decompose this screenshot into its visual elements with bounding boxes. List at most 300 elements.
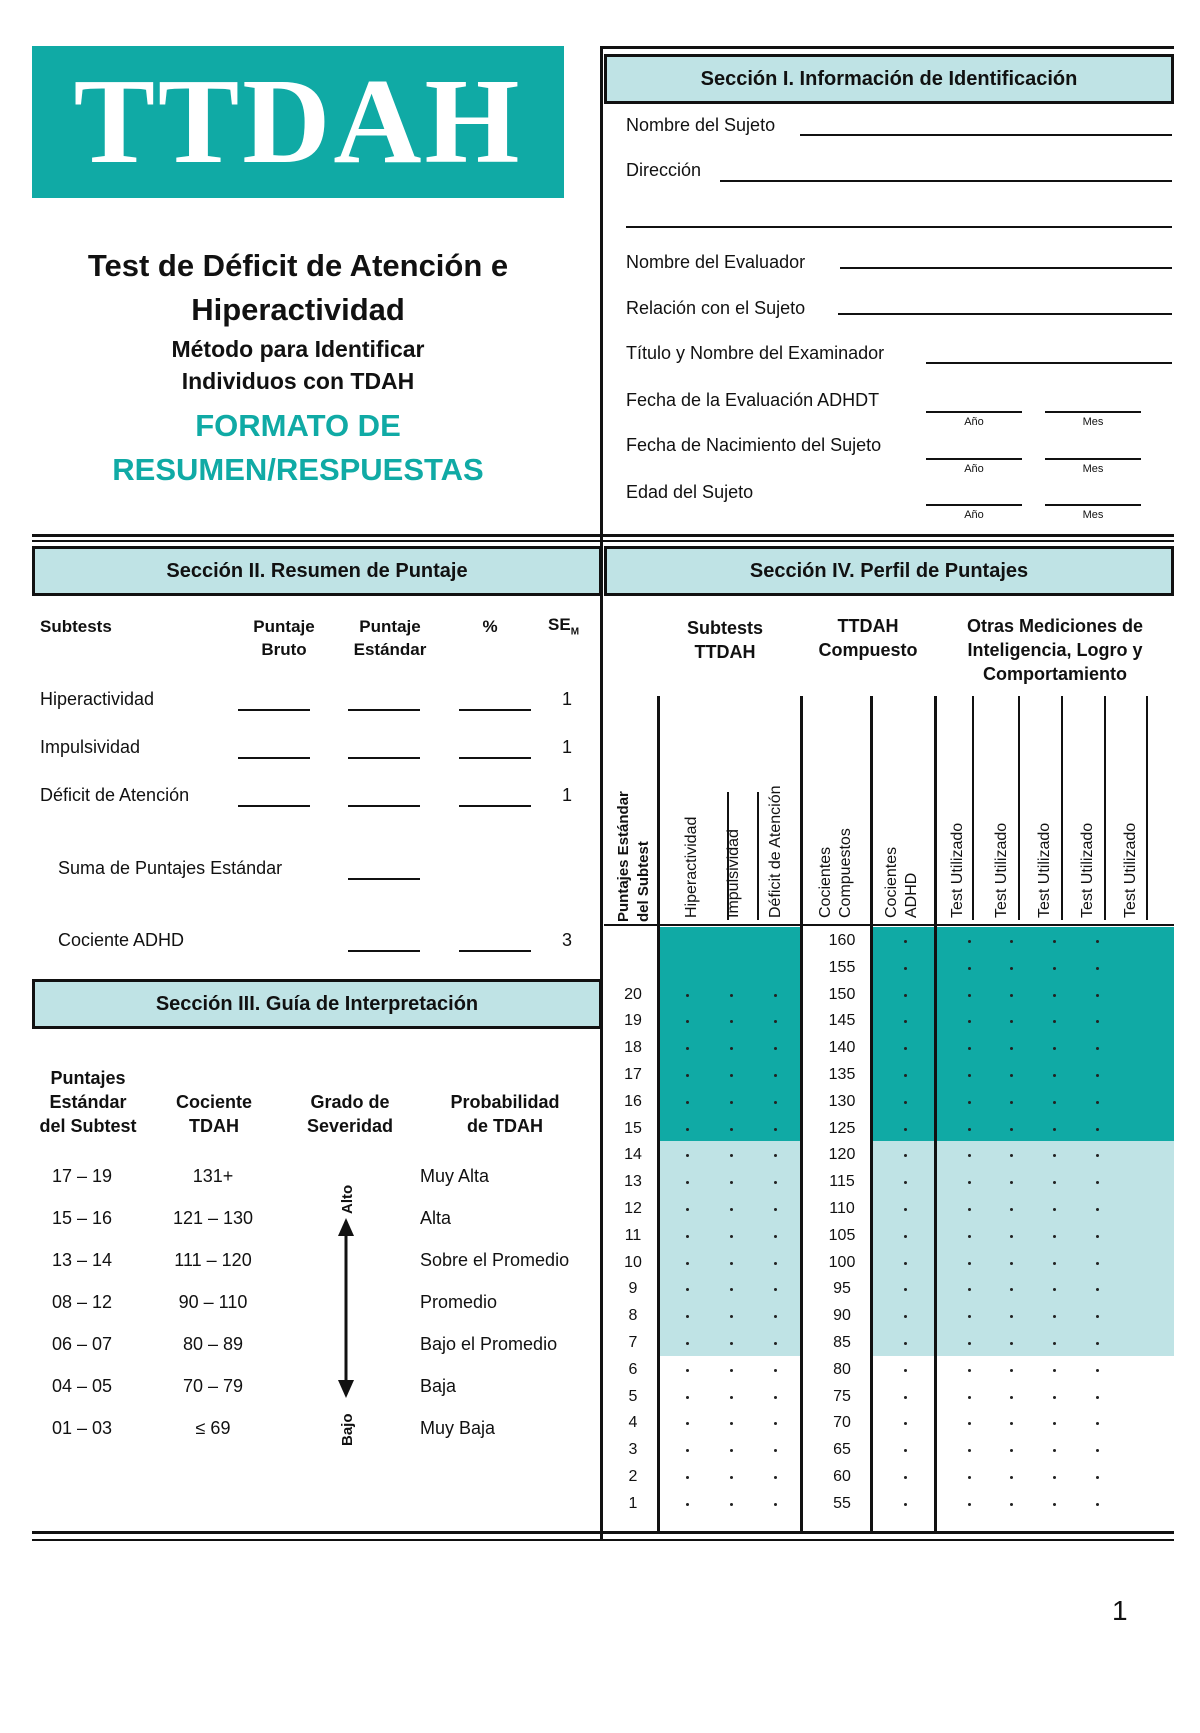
score-mark-dot[interactable] (904, 1476, 907, 1479)
section-1-heading: Sección I. Información de Identificación (604, 54, 1174, 104)
s3-row-probability: Alta (420, 1208, 452, 1228)
s3-row-probability: Muy Alta (420, 1166, 490, 1186)
s2-row-pct-line[interactable] (459, 757, 531, 759)
score-mark-dot[interactable] (730, 1128, 733, 1131)
field-address-line[interactable] (720, 180, 1172, 182)
score-mark-dot[interactable] (1096, 1128, 1099, 1131)
s4-row-std: 20 (624, 985, 642, 1003)
score-mark-dot[interactable] (686, 1449, 689, 1452)
eval-date-month-line[interactable] (1045, 411, 1141, 413)
s4-vhead-composite-2: Compuestos (837, 828, 854, 918)
field-subject-name-line[interactable] (800, 134, 1172, 136)
score-mark-dot[interactable] (968, 1396, 971, 1399)
score-mark-dot[interactable] (686, 1503, 689, 1506)
field-eval-date-label: Fecha de la Evaluación ADHDT (626, 390, 880, 410)
s2-row-raw-line[interactable] (238, 805, 310, 807)
s3-col-probability-2: de TDAH (467, 1116, 543, 1136)
score-mark-dot[interactable] (686, 1422, 689, 1425)
section-2-heading: Sección II. Resumen de Puntaje (32, 546, 602, 596)
s3-col-severity (290, 1090, 410, 1138)
s3-row-probability: Sobre el Promedio (420, 1250, 570, 1270)
s4-sep-subtests (800, 696, 803, 1533)
s4-row-quotient: 150 (828, 985, 856, 1003)
score-mark-dot[interactable] (968, 967, 971, 970)
score-mark-dot[interactable] (1096, 1235, 1099, 1238)
score-mark-dot[interactable] (904, 1235, 907, 1238)
s4-vhead-adhd (882, 847, 922, 918)
score-mark-dot[interactable] (730, 1101, 733, 1104)
field-evaluator-label: Nombre del Evaluador (626, 252, 806, 272)
score-mark-dot[interactable] (904, 1342, 907, 1345)
s3-col-quotient-2: TDAH (189, 1116, 239, 1136)
s4-col-composite (798, 614, 938, 662)
s2-row-raw-line[interactable] (238, 757, 310, 759)
score-mark-dot[interactable] (1010, 1503, 1013, 1506)
form-title-line-2: RESUMEN/RESPUESTAS (112, 452, 484, 487)
score-mark-dot[interactable] (774, 1476, 777, 1479)
score-mark-dot[interactable] (1096, 1208, 1099, 1211)
score-mark-dot[interactable] (904, 1074, 907, 1077)
score-mark-dot[interactable] (730, 1074, 733, 1077)
score-mark-dot[interactable] (686, 1476, 689, 1479)
s2-sum-line[interactable] (348, 878, 420, 880)
s4-grid-top-rule (604, 924, 1174, 926)
s4-row-std: 18 (624, 1039, 642, 1057)
score-mark-dot[interactable] (904, 1369, 907, 1372)
s4-tick-test-4 (1104, 696, 1106, 920)
s4-row-quotient: 80 (833, 1360, 851, 1378)
score-mark-dot[interactable] (904, 1262, 907, 1265)
s3-row-quotient: 121 – 130 (172, 1208, 254, 1228)
s4-row-std: 10 (624, 1253, 642, 1271)
score-mark-dot[interactable] (1010, 1101, 1013, 1104)
score-mark-dot[interactable] (1096, 1074, 1099, 1077)
score-mark-dot[interactable] (968, 1074, 971, 1077)
s4-row-std: 12 (624, 1200, 642, 1217)
s4-col-composite-1: TTDAH (837, 616, 899, 636)
s4-row-quotient: 140 (828, 1039, 856, 1057)
score-mark-dot[interactable] (774, 1342, 777, 1345)
age-month-caption: Mes (1082, 509, 1104, 521)
score-mark-dot[interactable] (1010, 1208, 1013, 1211)
s3-row-probability: Muy Baja (420, 1418, 496, 1438)
s4-vhead-std-2: del Subtest (635, 841, 652, 922)
score-mark-dot[interactable] (968, 1262, 971, 1265)
s4-col-other (940, 614, 1170, 686)
s3-col-scores-1: Puntajes (50, 1068, 126, 1088)
bottom-rule-1 (32, 1531, 1174, 1534)
s2-quotient-pct-line[interactable] (459, 950, 531, 952)
band-average (873, 1141, 934, 1355)
score-mark-dot[interactable] (1010, 1342, 1013, 1345)
s3-row-scores: 15 – 16 (52, 1208, 113, 1228)
s2-col-sem-sub: M (570, 626, 580, 638)
s4-row-quotient: 90 (833, 1307, 851, 1325)
bottom-rule-2 (32, 1539, 1174, 1541)
s2-col-raw-1: Puntaje (253, 617, 315, 636)
field-evaluator-line[interactable] (840, 267, 1172, 269)
s2-col-std-2: Estándar (353, 640, 427, 659)
score-mark-dot[interactable] (904, 967, 907, 970)
s4-col-subtests-1: Subtests (686, 618, 764, 638)
score-mark-dot[interactable] (774, 1262, 777, 1265)
s4-row-quotient: 115 (829, 1173, 855, 1191)
s2-row-std-line[interactable] (348, 757, 420, 759)
score-mark-dot[interactable] (1010, 1074, 1013, 1077)
s3-row-probability: Bajo el Promedio (420, 1334, 558, 1354)
s4-row-quotient: 95 (833, 1280, 851, 1298)
s3-col-scores (30, 1066, 146, 1138)
field-birth-date-label: Fecha de Nacimiento del Sujeto (626, 435, 882, 455)
s4-row-std: 16 (624, 1092, 642, 1110)
score-mark-dot[interactable] (1096, 1449, 1099, 1452)
score-mark-dot[interactable] (1053, 1128, 1056, 1131)
score-mark-dot[interactable] (1053, 967, 1056, 970)
s4-row-std: 4 (628, 1414, 638, 1432)
score-mark-dot[interactable] (904, 1208, 907, 1211)
s4-row-quotient: 160 (828, 932, 856, 949)
field-examiner-line[interactable] (926, 362, 1172, 364)
s3-row-quotient: ≤ 69 (195, 1418, 231, 1438)
score-mark-dot[interactable] (686, 994, 689, 997)
s4-row-quotient: 135 (828, 1066, 856, 1083)
score-mark-dot[interactable] (1096, 1422, 1099, 1425)
s4-tick-test-3 (1061, 696, 1063, 920)
score-mark-dot[interactable] (1096, 1396, 1099, 1399)
form-title-line-1: FORMATO DE (195, 408, 401, 443)
score-mark-dot[interactable] (730, 1449, 733, 1452)
s3-row-scores: 13 – 14 (52, 1250, 113, 1270)
score-mark-dot[interactable] (968, 940, 971, 943)
score-mark-dot[interactable] (686, 1128, 689, 1131)
s3-col-severity-2: Severidad (306, 1116, 394, 1136)
score-mark-dot[interactable] (730, 1208, 733, 1211)
score-mark-dot[interactable] (1053, 1101, 1056, 1104)
s4-row-quotient: 105 (828, 1226, 856, 1244)
score-mark-dot[interactable] (1053, 940, 1056, 943)
s2-row-label: Impulsividad (40, 737, 141, 757)
score-mark-dot[interactable] (968, 1449, 971, 1452)
score-mark-dot[interactable] (686, 1342, 689, 1345)
s3-row-scores: 08 – 12 (52, 1292, 113, 1312)
score-mark-dot[interactable] (774, 1208, 777, 1211)
score-mark-dot[interactable] (1096, 1369, 1099, 1372)
s4-col-other-2: Inteligencia, Logro y (967, 640, 1143, 660)
s4-row-std: 3 (628, 1441, 638, 1459)
field-relation-line[interactable] (838, 313, 1172, 315)
section-3-heading: Sección III. Guía de Interpretación (32, 979, 602, 1029)
test-used-label: Test Utilizado (1036, 822, 1053, 918)
score-mark-dot[interactable] (686, 1208, 689, 1211)
score-mark-dot[interactable] (968, 1342, 971, 1345)
score-mark-dot[interactable] (1053, 1342, 1056, 1345)
score-mark-dot[interactable] (968, 1208, 971, 1211)
s4-col-other-3: Comportamiento (983, 664, 1127, 684)
score-mark-dot[interactable] (968, 994, 971, 997)
s2-quotient-std-line[interactable] (348, 950, 420, 952)
subtitle-line-1: Método para Identificar (171, 336, 425, 362)
band-average (937, 1141, 1174, 1355)
score-mark-dot[interactable] (968, 1128, 971, 1131)
score-mark-dot[interactable] (774, 1503, 777, 1506)
s3-row-quotient: 80 – 89 (182, 1334, 244, 1354)
s2-row-raw-line[interactable] (238, 709, 310, 711)
score-mark-dot[interactable] (1010, 1128, 1013, 1131)
score-mark-dot[interactable] (1010, 967, 1013, 970)
s4-row-quotient: 55 (833, 1494, 851, 1512)
score-mark-dot[interactable] (730, 1503, 733, 1506)
s4-row-quotient: 100 (828, 1253, 856, 1271)
score-mark-dot[interactable] (968, 1235, 971, 1238)
s4-row-std: 17 (624, 1066, 642, 1083)
s2-row-label: Hiperactividad (40, 689, 155, 709)
s3-col-scores-2: Estándar (49, 1092, 127, 1112)
s3-row-quotient: 111 – 120 (174, 1250, 252, 1270)
eval-date-year-line[interactable] (926, 411, 1022, 413)
score-mark-dot[interactable] (686, 1262, 689, 1265)
score-mark-dot[interactable] (774, 1235, 777, 1238)
score-mark-dot[interactable] (904, 1128, 907, 1131)
score-mark-dot[interactable] (1096, 1262, 1099, 1265)
s4-col-other-1: Otras Mediciones de (966, 616, 1144, 636)
s3-col-severity-1: Grado de (310, 1092, 390, 1112)
s3-col-quotient (156, 1090, 272, 1138)
s4-row-std: 8 (628, 1307, 638, 1325)
score-mark-dot[interactable] (686, 1369, 689, 1372)
score-mark-dot[interactable] (968, 1503, 971, 1506)
score-mark-dot[interactable] (904, 1449, 907, 1452)
s4-row-std: 14 (624, 1146, 642, 1164)
test-used-label: Test Utilizado (1122, 822, 1139, 918)
score-mark-dot[interactable] (1010, 994, 1013, 997)
severity-arrow-icon (338, 1218, 354, 1398)
s3-row-scores: 06 – 07 (52, 1334, 113, 1354)
score-mark-dot[interactable] (774, 1396, 777, 1399)
score-mark-dot[interactable] (774, 1449, 777, 1452)
eval-month-caption: Mes (1082, 416, 1104, 428)
score-mark-dot[interactable] (1053, 1503, 1056, 1506)
score-mark-dot[interactable] (1053, 1422, 1056, 1425)
score-mark-dot[interactable] (686, 1074, 689, 1077)
s2-row-sem: 1 (562, 785, 573, 805)
score-mark-dot[interactable] (1096, 994, 1099, 997)
mid-rule-2 (32, 540, 1174, 542)
s4-row-std: 6 (628, 1360, 638, 1378)
s4-vhead-composite-1: Cocientes (817, 846, 834, 918)
score-mark-dot[interactable] (730, 1262, 733, 1265)
field-relation-label: Relación con el Sujeto (626, 298, 806, 318)
score-mark-dot[interactable] (730, 1422, 733, 1425)
score-mark-dot[interactable] (1096, 940, 1099, 943)
score-mark-dot[interactable] (1096, 967, 1099, 970)
s4-vhead-std-1: Puntajes Estándar (615, 791, 632, 922)
score-mark-dot[interactable] (1010, 1235, 1013, 1238)
score-mark-dot[interactable] (1053, 1476, 1056, 1479)
score-mark-dot[interactable] (774, 1101, 777, 1104)
s2-col-raw-2: Bruto (261, 640, 307, 659)
s3-col-probability-1: Probabilidad (450, 1092, 560, 1112)
s3-row-scores: 04 – 05 (52, 1376, 113, 1396)
score-mark-dot[interactable] (1010, 1476, 1013, 1479)
score-mark-dot[interactable] (1053, 1208, 1056, 1211)
score-mark-dot[interactable] (730, 1396, 733, 1399)
s2-col-std (340, 615, 440, 661)
s3-row-scores: 17 – 19 (52, 1166, 113, 1186)
s3-row-probability: Promedio (420, 1292, 498, 1312)
score-mark-dot[interactable] (730, 994, 733, 997)
s4-tick-test-5 (1146, 696, 1148, 920)
s4-row-std: 1 (628, 1494, 638, 1512)
score-mark-dot[interactable] (774, 1369, 777, 1372)
score-mark-dot[interactable] (774, 994, 777, 997)
s4-row-quotient: 60 (833, 1468, 851, 1485)
s2-row-pct-line[interactable] (459, 805, 531, 807)
s4-row-quotient: 70 (833, 1414, 851, 1432)
score-mark-dot[interactable] (1096, 1101, 1099, 1104)
field-examiner-label: Título y Nombre del Examinador (626, 343, 885, 363)
birth-year-caption: Año (964, 463, 984, 475)
score-mark-dot[interactable] (1010, 1262, 1013, 1265)
band-high (937, 927, 1174, 1141)
band-average (660, 1141, 800, 1355)
score-mark-dot[interactable] (730, 1342, 733, 1345)
score-mark-dot[interactable] (904, 1101, 907, 1104)
s4-row-quotient: 130 (828, 1092, 856, 1110)
score-mark-dot[interactable] (1010, 1396, 1013, 1399)
s4-row-quotient: 145 (828, 1012, 856, 1030)
s4-row-quotient: 65 (833, 1441, 851, 1459)
score-mark-dot[interactable] (1010, 1422, 1013, 1425)
score-mark-dot[interactable] (968, 1369, 971, 1372)
s3-col-scores-3: del Subtest (39, 1116, 137, 1136)
score-mark-dot[interactable] (1053, 1262, 1056, 1265)
score-mark-dot[interactable] (904, 1503, 907, 1506)
birth-month-caption: Mes (1082, 463, 1104, 475)
score-mark-dot[interactable] (686, 1396, 689, 1399)
s4-row-quotient: 75 (833, 1387, 851, 1405)
score-mark-dot[interactable] (1053, 994, 1056, 997)
s4-vhead-adhd-1: Cocientes (883, 846, 900, 918)
s2-quotient-sem: 3 (562, 930, 573, 950)
field-address-label: Dirección (626, 160, 702, 180)
s2-row-pct-line[interactable] (459, 709, 531, 711)
s3-row-quotient: 70 – 79 (182, 1376, 244, 1396)
s4-col-subtests (660, 616, 790, 664)
score-mark-dot[interactable] (968, 1476, 971, 1479)
score-mark-dot[interactable] (968, 1422, 971, 1425)
score-mark-dot[interactable] (904, 994, 907, 997)
score-mark-dot[interactable] (1053, 1235, 1056, 1238)
score-mark-dot[interactable] (730, 1369, 733, 1372)
s3-row-quotient: 90 – 110 (178, 1292, 248, 1312)
field-address-line-2[interactable] (626, 226, 1172, 228)
band-high (660, 927, 800, 1141)
score-mark-dot[interactable] (968, 1101, 971, 1104)
score-mark-dot[interactable] (1096, 1503, 1099, 1506)
s2-col-raw (236, 615, 332, 661)
test-used-label: Test Utilizado (993, 822, 1010, 918)
s4-row-std: 2 (628, 1468, 638, 1485)
s2-row-label: Déficit de Atención (40, 785, 190, 805)
score-mark-dot[interactable] (1053, 1396, 1056, 1399)
score-mark-dot[interactable] (774, 1074, 777, 1077)
s2-col-pct: % (482, 617, 498, 636)
field-age-label: Edad del Sujeto (626, 482, 754, 502)
page-number: 1 (1112, 1595, 1128, 1626)
s3-row-quotient: 131+ (192, 1166, 234, 1186)
s2-row-sem: 1 (562, 737, 573, 757)
s4-row-std: 11 (624, 1226, 642, 1244)
s2-col-sem-text: SE (548, 615, 571, 634)
s4-row-quotient: 120 (828, 1146, 856, 1164)
score-mark-dot[interactable] (904, 940, 907, 943)
s4-vhead-std (614, 791, 654, 922)
s4-row-std: 15 (624, 1119, 642, 1137)
score-mark-dot[interactable] (1010, 1449, 1013, 1452)
subtitle-line-2: Individuos con TDAH (181, 368, 415, 394)
s3-col-quotient-1: Cociente (175, 1092, 253, 1112)
score-mark-dot[interactable] (730, 1476, 733, 1479)
score-mark-dot[interactable] (1053, 1449, 1056, 1452)
s2-row-sem: 1 (562, 689, 573, 709)
score-mark-dot[interactable] (1053, 1074, 1056, 1077)
top-rule (602, 46, 1174, 49)
s2-row-std-line[interactable] (348, 709, 420, 711)
s4-row-quotient: 110 (829, 1200, 855, 1217)
s3-col-probability (430, 1090, 580, 1138)
severity-low-label: Bajo (339, 1413, 356, 1446)
field-subject-name-label: Nombre del Sujeto (626, 115, 776, 135)
s4-col-composite-2: Compuesto (818, 640, 918, 660)
score-mark-dot[interactable] (730, 1235, 733, 1238)
severity-high-label: Alto (339, 1184, 356, 1214)
score-mark-dot[interactable] (1096, 1476, 1099, 1479)
s3-row-probability: Baja (420, 1376, 457, 1396)
s4-vhead-hyper: Hiperactividad (683, 816, 700, 918)
age-year-caption: Año (964, 509, 984, 521)
title-line-1: Test de Déficit de Atención e (87, 248, 509, 283)
band-high (873, 927, 934, 1141)
score-mark-dot[interactable] (774, 1128, 777, 1131)
s4-tick-impuls (757, 792, 759, 920)
score-mark-dot[interactable] (1010, 940, 1013, 943)
score-mark-dot[interactable] (1010, 1369, 1013, 1372)
score-mark-dot[interactable] (1053, 1369, 1056, 1372)
s2-col-subtests: Subtests (40, 617, 112, 636)
s4-row-quotient: 125 (828, 1119, 856, 1137)
s2-col-std-1: Puntaje (359, 617, 421, 636)
test-used-label: Test Utilizado (1079, 822, 1096, 918)
s4-row-std: 7 (628, 1334, 638, 1351)
birth-date-month-line[interactable] (1045, 458, 1141, 460)
score-mark-dot[interactable] (904, 1396, 907, 1399)
birth-date-year-line[interactable] (926, 458, 1022, 460)
s4-tick-test-2 (1018, 696, 1020, 920)
age-month-line[interactable] (1045, 504, 1141, 506)
score-mark-dot[interactable] (1096, 1342, 1099, 1345)
s4-row-quotient: 155 (828, 958, 856, 976)
score-mark-dot[interactable] (686, 1235, 689, 1238)
s2-row-std-line[interactable] (348, 805, 420, 807)
s4-row-std: 5 (628, 1387, 638, 1405)
score-mark-dot[interactable] (686, 1101, 689, 1104)
section-4-heading: Sección IV. Perfil de Puntajes (604, 546, 1174, 596)
s2-sum-label: Suma de Puntajes Estándar (58, 858, 283, 878)
s4-row-std: 19 (624, 1012, 642, 1030)
score-mark-dot[interactable] (904, 1422, 907, 1425)
score-mark-dot[interactable] (774, 1422, 777, 1425)
age-year-line[interactable] (926, 504, 1022, 506)
